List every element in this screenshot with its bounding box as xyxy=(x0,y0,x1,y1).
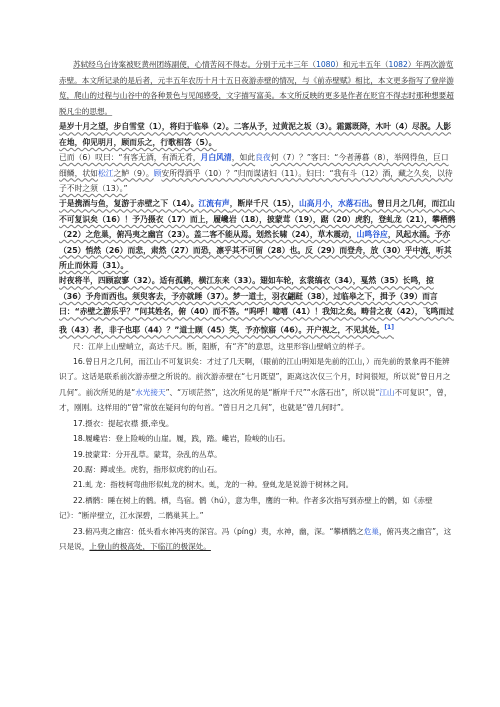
note-21: 21.虬 龙：指枝柯弯曲形似虬龙的树木。虬，龙的一种。登虬龙是说游于树林之间。 xyxy=(73,480,354,490)
essay-paragraph-2 xyxy=(59,150,456,196)
year-1082: 1082 xyxy=(388,60,408,69)
annotation-notes xyxy=(59,339,456,555)
note-text: 上登山的极高处，下临江的极深处。 xyxy=(89,541,211,551)
essay-text: 时夜将半，四顾寂寥（32）。适有孤鹤，横江东来（33）。翅如车轮，玄裳缟衣（34），戛然（35）长鸣，掠（36）予舟而西也。须臾客去，予亦就睡（37）。梦一道士，羽衣翩跹（38），过临皋之下，揖予（39）而言曰：“赤壁之游乐乎？”问其姓名，俯（40）而不答。“呜呼！噫嘻（41）！我知之矣。畴昔之夜（42），飞鸣而过我（43）者，非子也耶（44）？”道士顾（45）笑，予亦惊寤（46）。开户视之，不见其处。 xyxy=(59,276,454,335)
essay-text: 何（7）？”客曰：“今者薄暮（8），举网得鱼，巨口细鳞，状如 xyxy=(59,153,449,178)
note-22: 22.栖鹘：睡在树上的鹘。栖，鸟宿。鹘（hú），意为隼，鹰的一种。作者多次指写到赤壁上的鹘，如《赤壁记》：“断岸壁立，江水深碧，二鹘巢其上。” xyxy=(59,495,433,521)
link-jiangliuyousheng[interactable]: 江流有声 xyxy=(198,199,230,209)
note-text: 不可复识”，曾，才，刚刚。这样用的“曾”常放在疑问句的句首。“曾日月之几何”，也就是“曾几何时”。 xyxy=(59,387,452,413)
essay-body xyxy=(59,119,456,337)
note-23 xyxy=(59,524,456,555)
intro-section xyxy=(59,57,456,119)
link-liangye[interactable]: 良夜 xyxy=(255,153,271,163)
link-shuiguangjietian[interactable]: 水光接天 xyxy=(135,387,166,397)
note-19: 19.披蒙茸：分开乱草。蒙茸，杂乱的丛草。 xyxy=(73,449,222,459)
note-text: 16.曾日月之几何，而江山不可复识矣：才过了几天啊，（眼前的江山明知是先前的江山，）而先前的景象再不能辨识了。这话是联系前次游赤壁之所说的。前次游赤壁在“七月既望”，距离这次仅三个月，时间很短，所以说“曾日月之几何”。前次所见的是“ xyxy=(59,357,451,397)
essay-paragraph-1: 是岁十月之望，步自雪堂（1），将归于临皋（2）。二客从予，过黄泥之坂（3）。霜露既降，木叶（4）尽脱。人影在地，仰见明月，顾而乐之，行歌相答（5）。 xyxy=(59,122,452,147)
note-text: ，俯冯夷之幽宫”，这只是说， xyxy=(59,526,452,551)
essay-text: 之鲈（9）。 xyxy=(113,168,154,178)
essay-text: ，断岸千尺（15）， xyxy=(229,199,300,209)
essay-paragraph-4 xyxy=(59,273,456,337)
note-18: 18.履巉岩：登上险峻的山崖。履，践，踏。巉岩，险峻的山石。 xyxy=(73,434,291,444)
essay-text: ，如此 xyxy=(231,153,256,163)
note-text: 23.俯冯夷之幽宫：低头看水神冯夷的深宫。冯（píng）夷，水神，幽，深。“攀栖鹘之 xyxy=(73,526,364,536)
essay-text: 安所得酒乎（10）？”归而谋诸妇（11）。妇曰：“我有斗（12）酒，藏之久矣，以待子不时之须（13）。” xyxy=(59,168,453,193)
link-songjiang[interactable]: 松江 xyxy=(97,168,114,178)
note-16 xyxy=(59,354,456,416)
link-shangaoyuexiao[interactable]: 山高月小，水落石出 xyxy=(299,199,370,209)
link-jiangshan[interactable]: 江山 xyxy=(379,387,395,397)
essay-text: 。曾日月之几何，而江山不可复识矣（16）！予乃摄衣（17）而上，履巉岩（18），披蒙茸（19），踞（20）虎豹，登虬龙（21），攀栖鹘（22）之危巢，俯冯夷之幽宫（23）。盖二客不能从焉。划然长啸（24），草木震动， xyxy=(59,199,456,240)
link-gu[interactable]: 顾 xyxy=(153,168,162,178)
intro-text: ）年两次游览赤壁。本文所记录的是后者，元丰五年农历十月十五日夜游赤壁的情况，与《前赤壁赋》相比，本文更多指写了登岸游览，爬山的过程与山谷中的各种景色与见闻感受，文字描写富美。本文所反映的更多是作者在贬官不得志时那种想要超脱凡尘的思想。 xyxy=(59,60,454,116)
essay-paragraph-3 xyxy=(59,196,456,273)
note-20: 20.踞：蹲或坐。虎豹，指形似虎豹的山石。 xyxy=(73,464,222,474)
essay-text: 于是携酒与鱼，复游于赤壁之下（14）。 xyxy=(59,199,199,209)
note-17: 17.摄衣：提起衣襟 摄,牵曳。 xyxy=(73,418,174,428)
link-shanminggu[interactable]: 山鸣谷应 xyxy=(356,230,388,240)
intro-paragraph xyxy=(59,57,456,119)
link-weichao[interactable]: 危巢 xyxy=(363,526,379,536)
footnote-ref[interactable]: [1] xyxy=(384,323,394,331)
note-15: 尺：江岸上山壁峭立，高达千尺。断，阻断，有“齐”的意思，这里形容山壁峭立的样子。 xyxy=(73,341,370,351)
note-text: ”、“万顷茫然”，这次所见的是“断岸千尺”“水落石出”，所以说“ xyxy=(165,387,380,397)
link-yuebaifengqing[interactable]: 月白风清 xyxy=(200,153,232,163)
essay-text: ，风起水涌。予亦（25）悄然（26）而悲，肃然（27）而恐，凛乎其不可留（28）也。反（29）而登舟，放（30）乎中流，听其所止而休焉（31）。 xyxy=(59,230,452,271)
essay-text: 已而（6）叹曰：“有客无酒，有酒无肴， xyxy=(59,153,201,163)
intro-text: 苏轼经乌台诗案被贬黄州团练副使，心情苦闷不得志。分别于元丰三年（ xyxy=(73,60,316,69)
year-1080: 1080 xyxy=(316,60,336,69)
intro-text: ）和元丰五年（ xyxy=(335,60,389,69)
